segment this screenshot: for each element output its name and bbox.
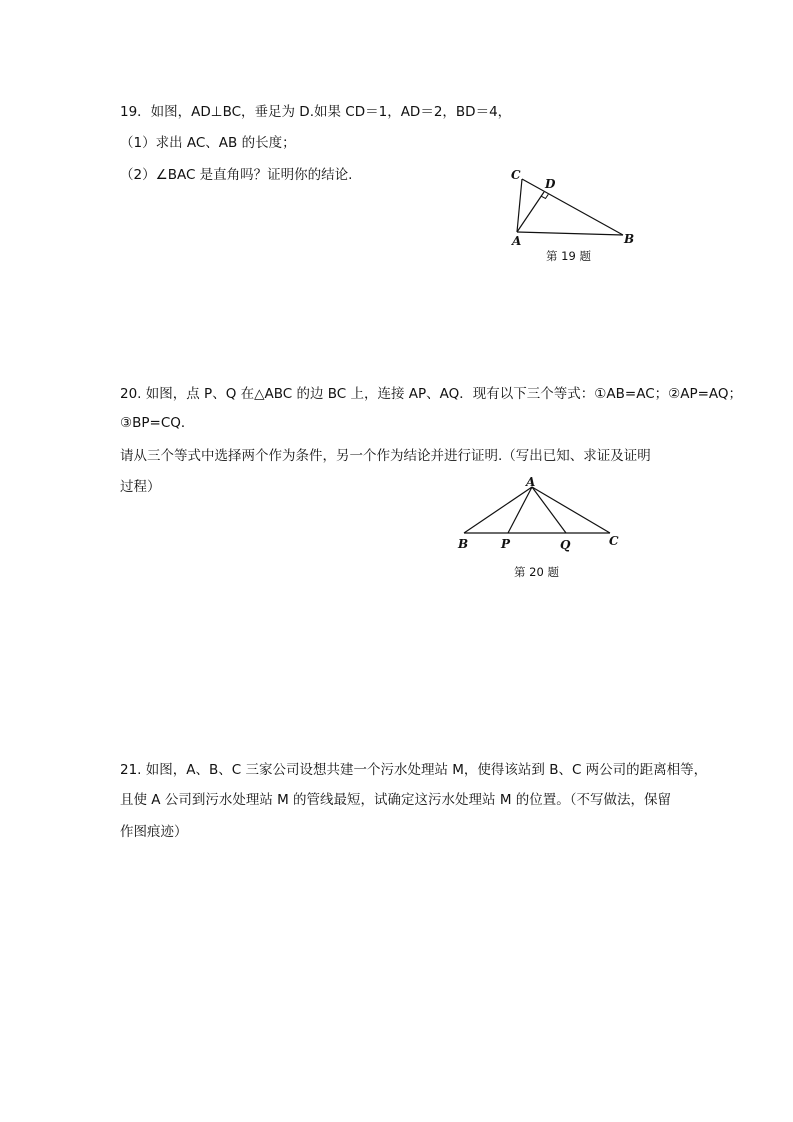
q21-stem-cont: 且使 A 公司到污水处理站 M 的管线最短，试确定这污水处理站 M 的位置。（不写做法，保留	[120, 792, 672, 808]
q20-label-q: Q	[560, 538, 571, 552]
q21-stem-end: 作图痕迹）	[120, 824, 188, 840]
q20-task-cont: 过程）	[120, 479, 161, 495]
q19-label-a: A	[512, 234, 522, 248]
q20-label-p: P	[501, 537, 511, 551]
q20-label-a: A	[526, 475, 536, 489]
q20-segment-aq	[532, 487, 566, 533]
q19-caption: 第 19 题	[546, 249, 591, 263]
q19-part1: （1）求出 AC、AB 的长度；	[120, 135, 296, 151]
q19-segment-ad	[517, 192, 544, 232]
q19-label-b: B	[624, 232, 635, 246]
q20-segment-ap	[508, 487, 532, 533]
q20-task: 请从三个等式中选择两个作为条件，另一个作为结论并进行证明.（写出已知、求证及证明	[120, 448, 651, 464]
q19-label-c: C	[511, 168, 521, 182]
q20-segment-ac	[532, 487, 610, 533]
q19-part2: （2）∠BAC 是直角吗？证明你的结论.	[120, 167, 353, 183]
q19-label-d: D	[545, 177, 556, 191]
q19-segment-ab	[517, 232, 623, 235]
q19-stem: 19．如图，AD⊥BC，垂足为 D.如果 CD＝1，AD＝2，BD＝4，	[120, 104, 512, 120]
q20-stem-cont: ③BP=CQ．	[120, 415, 195, 431]
q19-segment-cb	[522, 179, 623, 235]
q20-segment-ab	[464, 487, 532, 533]
q20-caption: 第 20 题	[514, 565, 559, 579]
q19-segment-ca	[517, 179, 522, 232]
q20-stem: 20. 如图，点 P、Q 在△ABC 的边 BC 上，连接 AP、AQ．现有以下三个等式：①AB=AC；②AP=AQ；	[120, 386, 743, 402]
q20-figure	[450, 475, 630, 585]
q19-figure	[505, 165, 645, 265]
q20-label-c: C	[609, 534, 619, 548]
q20-label-b: B	[458, 537, 469, 551]
q21-stem: 21. 如图，A、B、C 三家公司设想共建一个污水处理站 M，使得该站到 B、C 两公司的距离相等，	[120, 762, 708, 778]
